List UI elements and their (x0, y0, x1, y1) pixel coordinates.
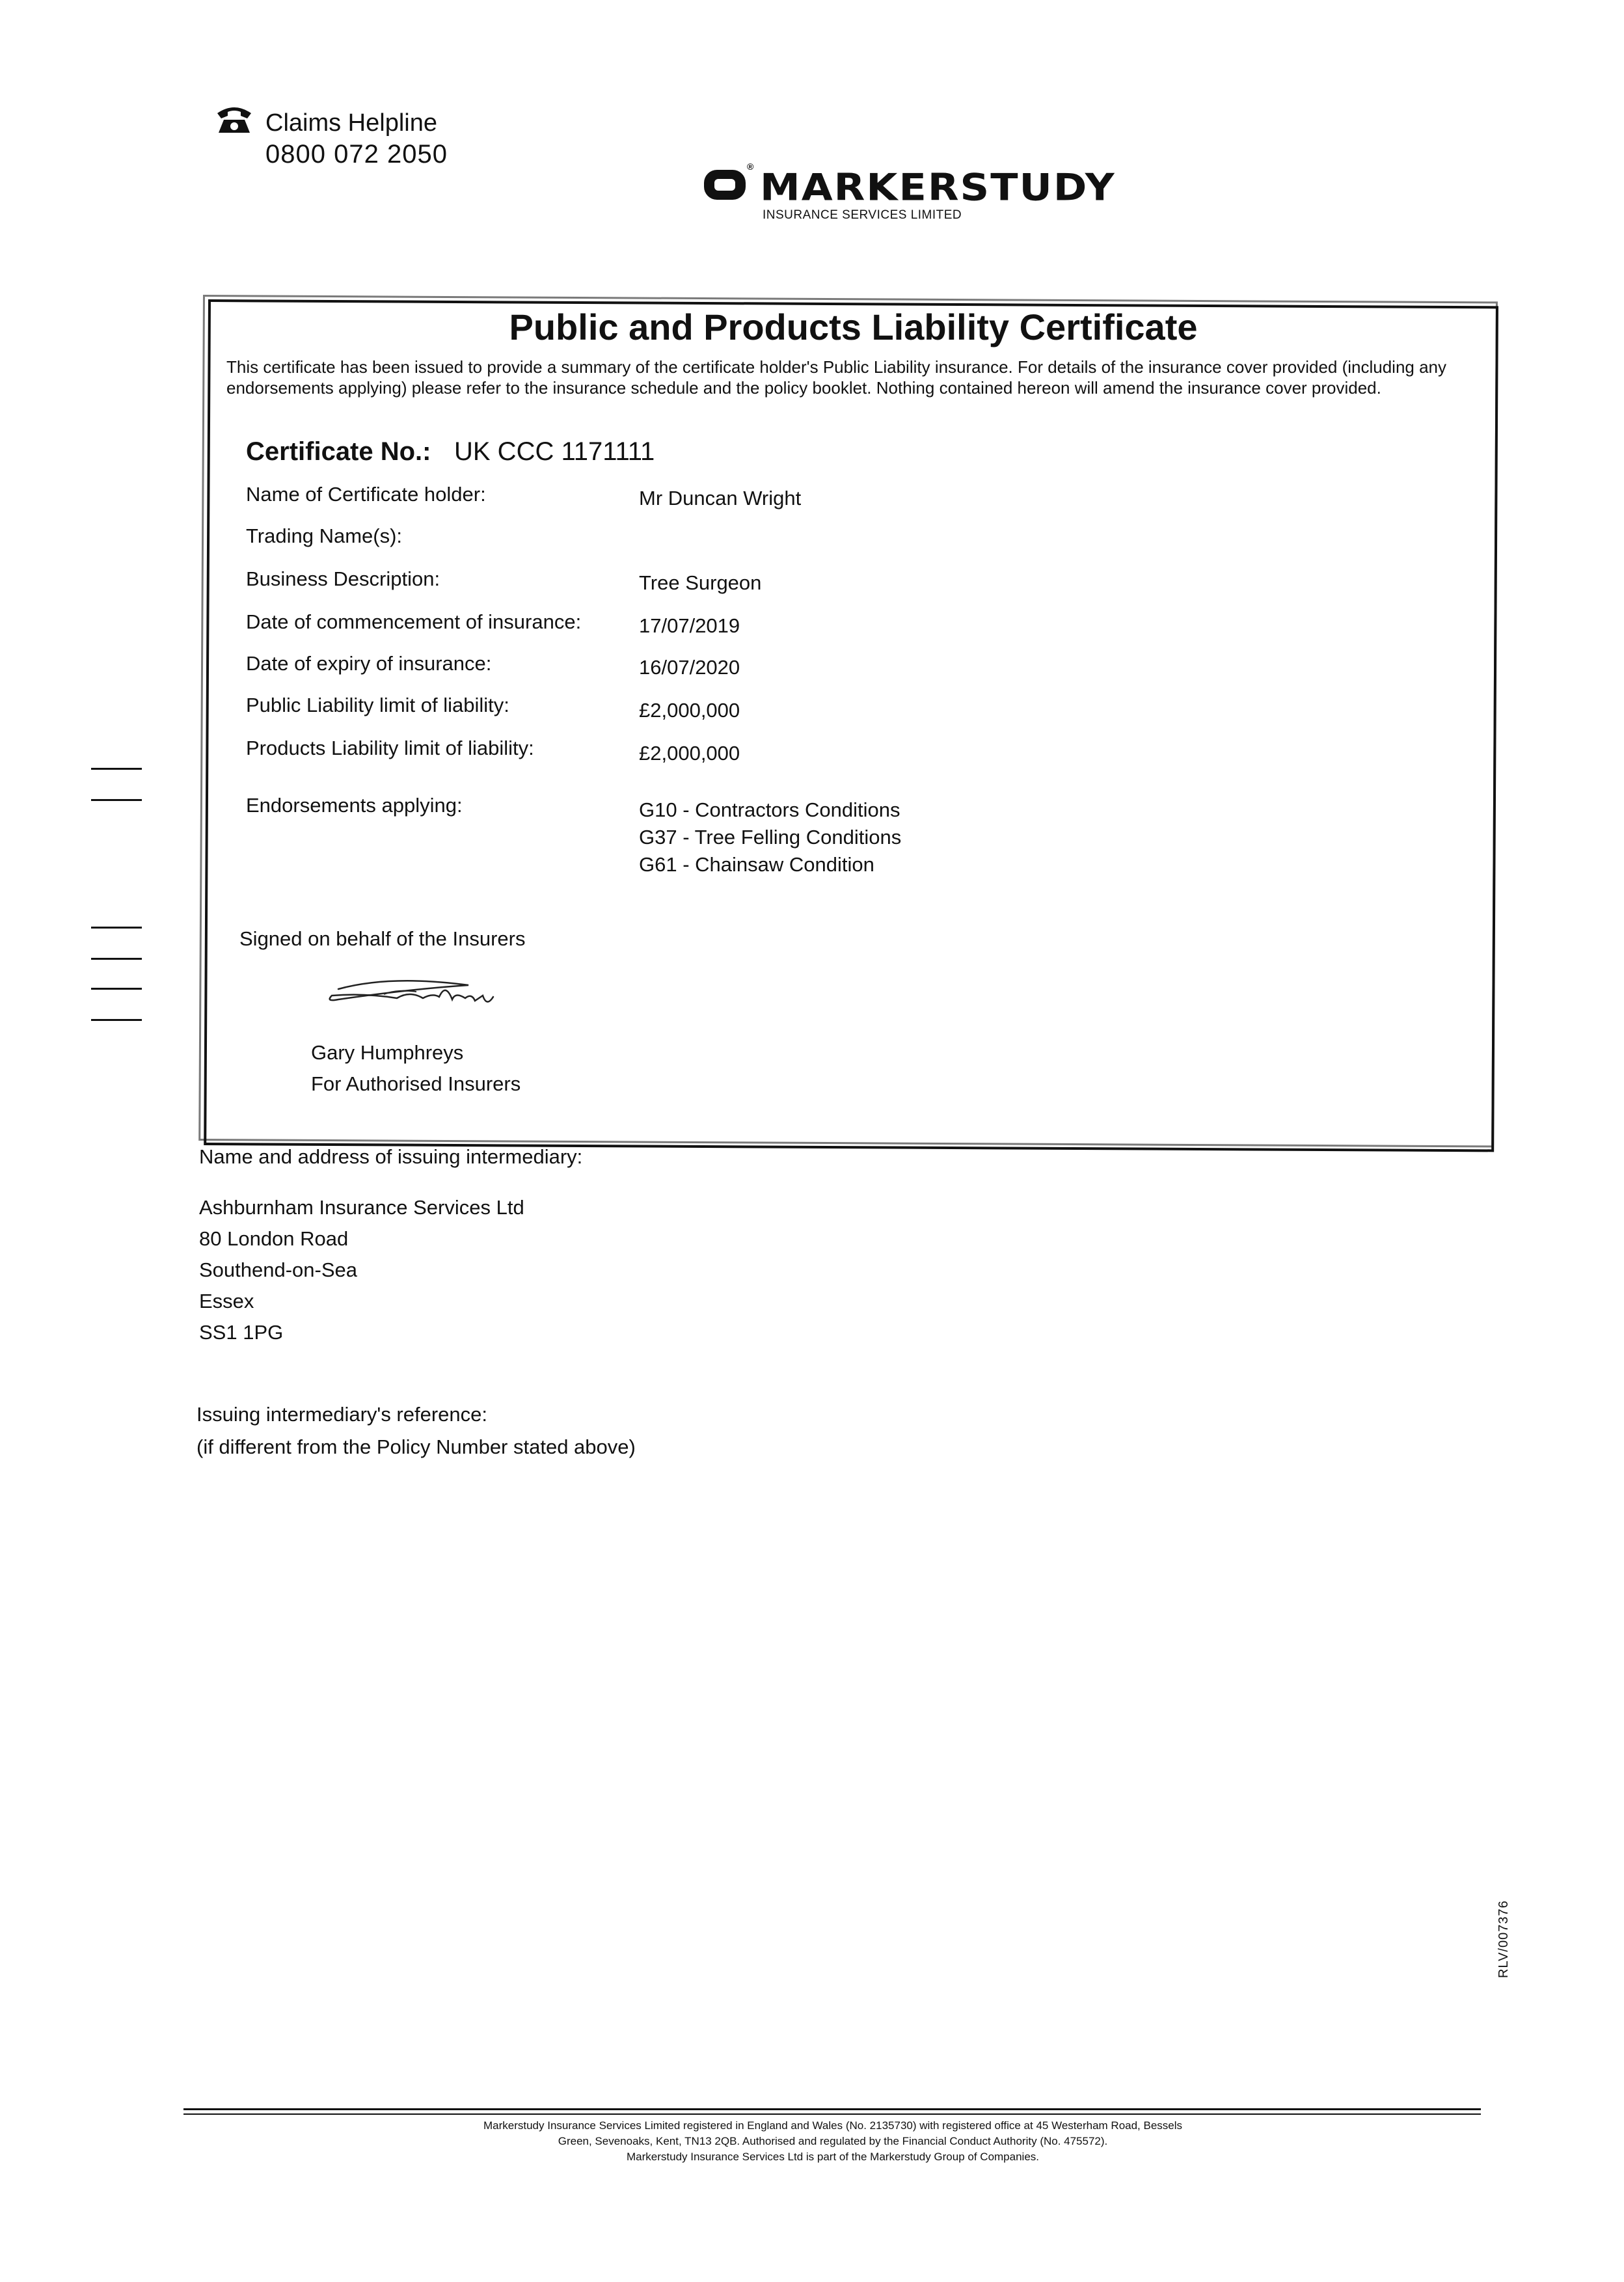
signature-image (312, 970, 521, 1028)
address-line: SS1 1PG (199, 1321, 284, 1344)
logo-name: MARKERSTUDY (760, 165, 1116, 210)
signatory-name: Gary Humphreys (311, 1041, 464, 1064)
field-label-expiry: Date of expiry of insurance: (246, 652, 492, 675)
margin-mark (91, 958, 142, 960)
helpline-label: Claims Helpline (265, 109, 437, 137)
intermediary-reference-label: Issuing intermediary's reference: (196, 1403, 488, 1426)
helpline-number: 0800 072 2050 (265, 140, 448, 169)
footer-divider (183, 2113, 1481, 2115)
intermediary-label: Name and address of issuing intermediary: (199, 1145, 583, 1168)
address-line: Ashburnham Insurance Services Ltd (199, 1196, 524, 1219)
field-value-public-liability: £2,000,000 (639, 699, 740, 722)
endorsement-item: G37 - Tree Felling Conditions (639, 826, 902, 849)
margin-mark (91, 927, 142, 929)
margin-mark (91, 768, 142, 770)
certificate-intro: This certificate has been issued to provide a summary of the certificate holder's Public Liability insurance. For details of the insurance cover provided (including any endorsements applying) please refer to the insurance schedule and the policy booklet. Nothing contained hereon will amend the insurance cover provided. (226, 357, 1447, 398)
endorsement-item: G61 - Chainsaw Condition (639, 853, 874, 876)
footer-legal-text (325, 2118, 1340, 2165)
margin-mark (91, 799, 142, 801)
telephone-icon (215, 103, 254, 135)
field-value-business-description: Tree Surgeon (639, 571, 762, 594)
field-value-expiry: 16/07/2020 (639, 656, 740, 679)
signed-on-behalf-label: Signed on behalf of the Insurers (239, 927, 526, 950)
footer-divider (183, 2108, 1481, 2110)
field-label-commencement: Date of commencement of insurance: (246, 610, 582, 633)
document-reference: RLV/007376 (1496, 1900, 1511, 1978)
margin-mark (91, 1019, 142, 1021)
address-line: 80 London Road (199, 1227, 349, 1250)
signatory-role: For Authorised Insurers (311, 1072, 521, 1095)
field-value-products-liability: £2,000,000 (639, 742, 740, 765)
endorsement-item: G10 - Contractors Conditions (639, 798, 900, 821)
certificate-title: Public and Products Liability Certificate (509, 306, 1198, 347)
field-value-holder: Mr Duncan Wright (639, 487, 802, 509)
footer-line: Green, Sevenoaks, Kent, TN13 2QB. Authorised and regulated by the Financial Conduct Authority (No. 475572). (558, 2135, 1108, 2147)
endorsements-label: Endorsements applying: (246, 794, 463, 817)
address-line: Essex (199, 1290, 254, 1312)
field-label-business-description: Business Description: (246, 567, 440, 590)
certificate-number-value: UK CCC 1171111 (454, 437, 655, 466)
field-label-products-liability: Products Liability limit of liability: (246, 737, 534, 759)
field-label-holder: Name of Certificate holder: (246, 483, 486, 506)
logo-registered-mark: ® (747, 161, 754, 172)
address-line: Southend-on-Sea (199, 1258, 358, 1281)
field-label-trading-name: Trading Name(s): (246, 524, 403, 547)
certificate-number-label: Certificate No.: (246, 437, 431, 466)
field-value-commencement: 17/07/2019 (639, 614, 740, 637)
markerstudy-logo-icon (701, 166, 748, 204)
logo-subtitle: INSURANCE SERVICES LIMITED (763, 208, 962, 222)
field-label-public-liability: Public Liability limit of liability: (246, 694, 509, 716)
footer-line: Markerstudy Insurance Services Limited registered in England and Wales (No. 2135730) with registered office at 45 Westerham Road, Bessels (483, 2119, 1183, 2132)
footer-line: Markerstudy Insurance Services Ltd is part of the Markerstudy Group of Companies. (627, 2151, 1039, 2163)
margin-mark (91, 988, 142, 990)
intermediary-reference-note: (if different from the Policy Number stated above) (196, 1435, 636, 1458)
